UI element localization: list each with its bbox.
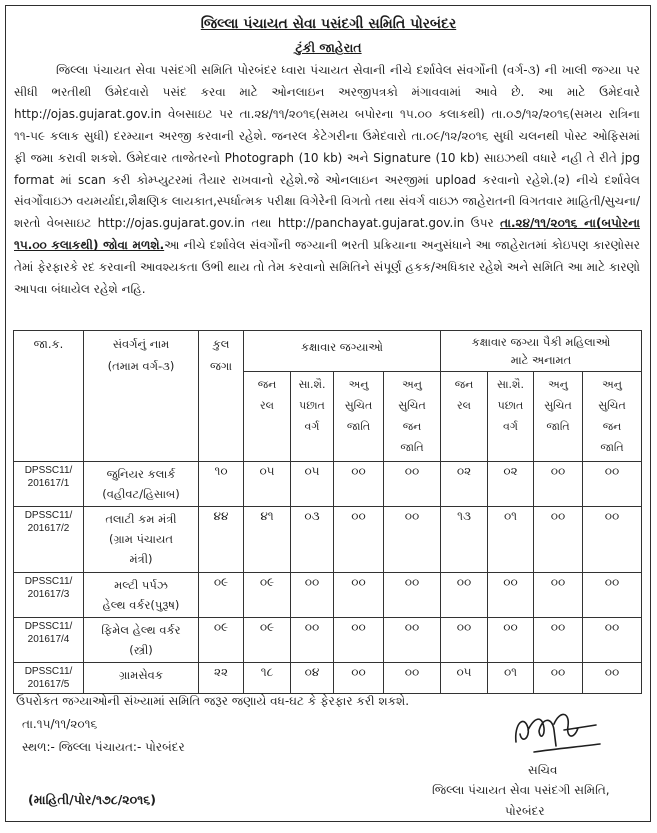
- notice-body: [14, 60, 640, 328]
- title-container: [0, 13, 657, 32]
- women-st-count: ૦૦: [583, 462, 642, 507]
- women-general-count: ૦૦: [441, 618, 488, 663]
- subheader-women-general: જન રલ: [441, 372, 488, 462]
- subheader-women-st: અનુ સુચિત જન જાતિ: [583, 372, 642, 462]
- category-sebc-count: ૦૩: [291, 507, 334, 573]
- category-sc-count: ૦૦: [334, 663, 384, 694]
- category-sc-count: ૦૦: [334, 462, 384, 507]
- header-serial: જા.ક.: [14, 331, 84, 462]
- table-header-row: [14, 331, 642, 372]
- subheader-category-sebc: સા.શૈ. પછાત વર્ગ: [291, 372, 334, 462]
- signatory-city: પોરબંદર: [505, 804, 545, 818]
- women-sc-count: ૦૦: [534, 507, 583, 573]
- cadre-name: મલ્ટી પર્પઝ હેલ્થ વર્કર(પુરૂષ): [84, 573, 199, 618]
- header-cadre-name: સંવર્ગનું નામ (તમામ વર્ગ-૩): [84, 331, 199, 462]
- category-general-count: ૦૫: [244, 462, 291, 507]
- total-posts: ૦૯: [199, 573, 244, 618]
- women-st-count: ૦૦: [583, 507, 642, 573]
- women-st-count: ૦૦: [583, 618, 642, 663]
- post-code: DPSSC11/ 201617/4: [14, 618, 84, 663]
- subheader-category-sc: અનુ સુચિત જાતિ: [334, 372, 384, 462]
- women-sc-count: ૦૦: [534, 462, 583, 507]
- notice-title: જિલ્લા પંચાયત સેવા પસંદગી સમિતિ પોરબંદર: [200, 16, 457, 32]
- subheader-women-sc: અનુ સુચિત જાતિ: [534, 372, 583, 462]
- category-st-count: ૦૦: [384, 507, 441, 573]
- table-row: [14, 573, 642, 618]
- subheader-women-sebc: સા.શૈ. પછાત વર્ગ: [488, 372, 534, 462]
- category-general-count: ૧૮: [244, 663, 291, 694]
- body-text-highlight: તા.૨૪/૧૧/૨૦૧૬ ના(બપોરના ૧૫.૦૦ કલાકથી) જોવા મળશે.: [14, 216, 640, 253]
- category-sebc-count: ૦૪: [291, 663, 334, 694]
- category-st-count: ૦૦: [384, 462, 441, 507]
- total-posts: ૨૨: [199, 663, 244, 694]
- table-row: [14, 462, 642, 507]
- cadre-name: ફિમેલ હેલ્થ વર્કર (સ્ત્રી): [84, 618, 199, 663]
- notice-place: સ્થળ:- જિલ્લા પંચાયત:- પોરબંદર: [22, 740, 185, 754]
- cadre-name: ગ્રામસેવક: [84, 663, 199, 694]
- subtitle-container: [0, 37, 657, 56]
- women-general-count: ૧૩: [441, 507, 488, 573]
- notice-subtitle: ટુંકી જાહેરાત: [295, 40, 362, 55]
- category-sebc-count: ૦૫: [291, 462, 334, 507]
- category-general-count: ૦૯: [244, 618, 291, 663]
- notice-date: તા.૧૫/૧૧/૨૦૧૬: [22, 717, 98, 731]
- women-general-count: ૦૦: [441, 573, 488, 618]
- category-st-count: ૦૦: [384, 618, 441, 663]
- total-posts: ૦૯: [199, 618, 244, 663]
- header-total-posts: કુલ જગા: [199, 331, 244, 462]
- women-sc-count: ૦૦: [534, 618, 583, 663]
- women-st-count: ૦૦: [583, 573, 642, 618]
- women-sebc-count: ૦૦: [488, 618, 534, 663]
- women-general-count: ૦૨: [441, 462, 488, 507]
- signature-image: [506, 700, 606, 762]
- signatory-title: સચિવ: [528, 763, 558, 777]
- category-sebc-count: ૦૦: [291, 618, 334, 663]
- table-row: [14, 618, 642, 663]
- footer-note: ઉપરોકત જગ્યાઓની સંખ્યામાં સમિતિ જરૂર જણાયે વધ-ઘટ કે ફેરફાર કરી શકશે.: [16, 694, 410, 708]
- category-sc-count: ૦૦: [334, 507, 384, 573]
- subheader-category-st: અનુ સુચિત જન જાતિ: [384, 372, 441, 462]
- women-sebc-count: ૦૦: [488, 573, 534, 618]
- women-sc-count: ૦૦: [534, 663, 583, 694]
- signatory-organization: જિલ્લા પંચાયત સેવા પસંદગી સમિતિ,: [432, 783, 610, 797]
- total-posts: ૪૪: [199, 507, 244, 573]
- body-text-part1: જિલ્લા પંચાયત સેવા પસંદગી સમિતિ પોરબંદર ધ્વારા પંચાયત સેવાની નીચે દર્શાવેલ સંવર્ગોની (વર્ગ-૩) ની ખાલી જગ્યા પર સીધી ભરતીથી ઉમેદવારો પસંદ કરવા માટે ઓનલાઇન અરજીપત્રકો મંગાવવામાં આવે છે. આ માટે ઉમેદવારે http://ojas.gujarat.gov.in વેબસાઇટ પર તા.૨૪/૧૧/૨૦૧૬(સમય બપોરના ૧૫.૦૦ કલાકથી) તા.૦૭/૧૨/૨૦૧૬(સમય રાત્રિના ૧૧-૫૯ કલાક સુધી) દરમ્યાન અરજી કરવાની રહેશે. જનરલ કેટેગરીના ઉમેદવારો તા.૦૯/૧૨/૨૦૧૬ સુધી ચલનથી પોસ્ટ ઓફિસમાં ફી જમા કરાવી શકશે. ઉમેદવાર તાજેતરનો Photograph (10 kb) અને Signature (10 kb) સાઇઝથી વધારે નહી તે રીતે jpg format માં scan કરી કોમ્પ્યુટરમાં તૈયાર રાખવાનો રહેશે.જે ઓનલાઇન અરજીમાં upload કરવાનો રહેશે.(૨) નીચે દર્શાવેલ સંવર્ગોવાઇઝ વયમર્યાદા,શૈક્ષણિક લાયકાત,સ્પર્ધાત્મક પરીક્ષા વિગેરેની વિગતો તથા સંવર્ગ વાઇઝ જાહેરાતની વિગતવાર માહિતી/સુચના/શરતો વેબસાઇટ http://ojas.gujarat.gov.in તથા http://panchayat.gujarat.gov.in ઉપર: [14, 63, 640, 231]
- table-row: [14, 663, 642, 694]
- category-st-count: ૦૦: [384, 663, 441, 694]
- women-general-count: ૦૫: [441, 663, 488, 694]
- vacancy-table: [13, 330, 642, 694]
- body-text-part2: આ નીચે દર્શાવેલ સંવર્ગોની જગ્યાની ભરતી પ્રક્રિયાના અનુસંધાને આ જાહેરાતમાં કોઇપણ કારણોસર તેમાં ફેરફારકે રદ કરવાની આવશ્યકતા ઉભી થાય તો તેમ કરવાનો સમિતિને સંપૂર્ણ હકક/અધિકાર રહેશે અને સમિતિ આ માટે કારણો આપવા બંધાયેલ રહેશે નહિ.: [14, 238, 640, 297]
- post-code: DPSSC11/ 201617/3: [14, 573, 84, 618]
- women-sebc-count: ૦૧: [488, 507, 534, 573]
- cadre-name: જુનિયર કલાર્ક (વહીવટ/હિસાબ): [84, 462, 199, 507]
- total-posts: ૧૦: [199, 462, 244, 507]
- post-code: DPSSC11/ 201617/1: [14, 462, 84, 507]
- category-general-count: ૦૯: [244, 573, 291, 618]
- reference-number: (માહિતી/પોર/૧૭૮/૨૦૧૬): [28, 792, 156, 807]
- category-sebc-count: ૦૦: [291, 573, 334, 618]
- header-category-group: કક્ષાવાર જગ્યાઓ: [244, 331, 441, 372]
- header-women-group: કક્ષાવાર જગ્યા પૈકી મહિલાઓ માટે અનામત: [441, 331, 642, 372]
- women-sc-count: ૦૦: [534, 573, 583, 618]
- women-sebc-count: ૦૧: [488, 663, 534, 694]
- subheader-category-general: જન રલ: [244, 372, 291, 462]
- post-code: DPSSC11/ 201617/5: [14, 663, 84, 694]
- women-sebc-count: ૦૨: [488, 462, 534, 507]
- cadre-name: તલાટી કમ મંત્રી (ગ્રામ પંચાયત મંત્રી): [84, 507, 199, 573]
- category-general-count: ૪૧: [244, 507, 291, 573]
- category-sc-count: ૦૦: [334, 573, 384, 618]
- table-row: [14, 507, 642, 573]
- post-code: DPSSC11/ 201617/2: [14, 507, 84, 573]
- category-sc-count: ૦૦: [334, 618, 384, 663]
- women-st-count: ૦૦: [583, 663, 642, 694]
- category-st-count: ૦૦: [384, 573, 441, 618]
